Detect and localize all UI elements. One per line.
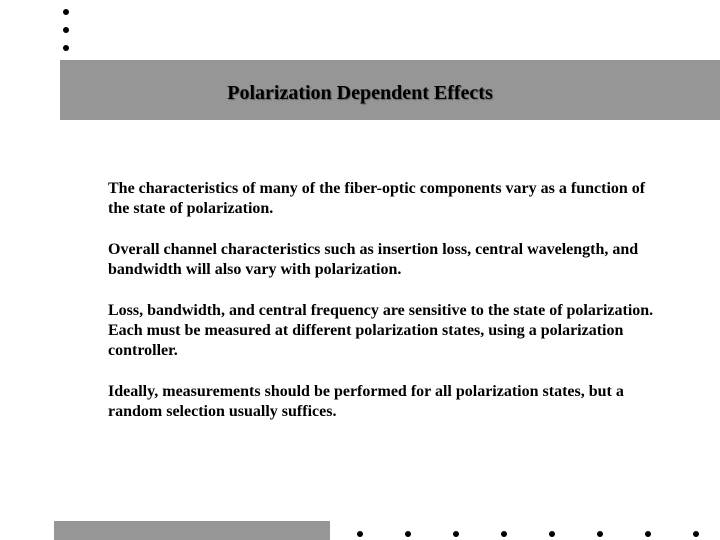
decorative-dot-bottom-4 (501, 531, 507, 537)
slide-body (108, 179, 668, 443)
decorative-dot-top-3 (63, 45, 69, 51)
decorative-dot-top-1 (63, 9, 69, 15)
paragraph-1: The characteristics of many of the fiber-optic components vary as a function of the state of polarization. (108, 180, 646, 218)
decorative-dot-bottom-3 (453, 531, 459, 537)
title-band (60, 60, 720, 120)
paragraph-2: Overall channel characteristics such as insertion loss, central wavelength, and bandwidth will also vary with polarization. (108, 240, 639, 279)
decorative-dot-top-2 (63, 27, 69, 33)
paragraph-4: Ideally, measurements should be performed for all polarization states, but a random selection usually suffices. (108, 382, 624, 421)
slide-title: Polarization Dependent Effects (227, 82, 493, 104)
decorative-dot-bottom-6 (597, 531, 603, 537)
paragraph-3: Loss, bandwidth, and central frequency are sensitive to the state of polarization. Each must be measured at different polarization states, using a polarization controller. (108, 301, 654, 360)
decorative-dot-bottom-2 (405, 531, 411, 537)
decorative-dot-bottom-7 (645, 531, 651, 537)
decorative-dot-bottom-5 (549, 531, 555, 537)
decorative-dot-bottom-1 (357, 531, 363, 537)
decorative-dot-bottom-8 (693, 531, 699, 537)
footer-band (54, 521, 330, 540)
